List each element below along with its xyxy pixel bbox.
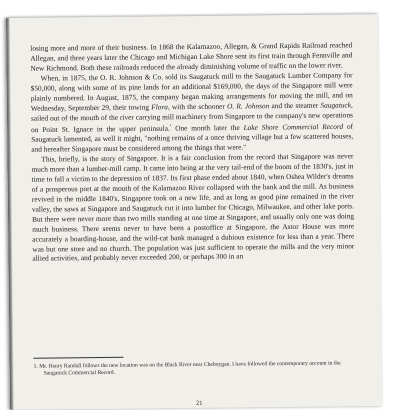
paragraph: This, briefly, is the story of Singapore. It is a fair conclusion from the record that Singapore was never much more than a lumber-mill camp. It came into being at the very tail-end of the boom of the 1830's, just in time to fall a victim to the depression of 1837. Its first phase ended about 1840, when Oshea Wilder's dreams of a prosperous port at the mouth of the Kalamazoo River collapsed with the bank and the mill. As business revived in the middle 1840's, Singapore took on a new life, and as long as good pine remained in the river valley, the saws at Singapore and Saugatuck cut it into lumber for Chicago, Milwaukee, and other lake ports. But there were never more than two mills standing at one time at Singapore, and usually only one was doing much business. There seems never to have been a postoffice at Singapore, the Astor House was more accurately a boarding-house, and the wild-cat bank managed a dubious existence for less than a year. There was but one store and no church. The population was just sufficient to operate the mills and the very minor allied activities, and probably never exceeded 200, or perhaps 300 in an <box>31 151 355 264</box>
paragraph: When, in 1875, the O. R. Johnson & Co. sold its Saugatuck mill to the Saugatuck Lumber Company for $50,000, along with some of its pine lands for an additional $169,000, the days of the Singapore mill were plainly numbered. In August, 1875, the company began making arrangements for moving the mill, and on Wednesday, September 29, their towing Flora, with the schooner O. R. Johnson and the steamer Saugatuck, sailed out of the mouth of the river carrying mill machinery from Singapore to the company's new operations on Point St. Ignace in the upper peninsula.$^{^1}$ One month later the Lake Shore Commercial Record of Saugatuck lamented, as well it might, "nothing remains of a once thriving village but a few scattered houses, and hereafter Singapore must be considered among the things that were." <box>30 70 354 154</box>
italic-title: O. R. Johnson <box>227 101 270 111</box>
paragraph: losing more and more of their business. In 1868 the Kalamazoo, Allegan, & Grand Rapids Railroad reached Allegan, and three years later the Chicago and Michigan Lake Shore sent its first train through Fennville and New Richmond. Both these railroads reduced the already diminishing volume of traffic on the lower river. <box>30 40 353 73</box>
footnote: 1. Mr. Henry Randall follows the new location was on the Black River near Cheboygan. I have followed the contemporary account in the Saugatuck Commercial Record. <box>33 360 341 377</box>
footnote-marker: ¹ <box>169 123 172 129</box>
footnote-divider <box>34 357 124 359</box>
body-text <box>30 40 354 264</box>
document-page <box>6 14 382 410</box>
page-number: 21 <box>195 399 203 407</box>
italic-title: Flora <box>151 102 169 112</box>
italic-title: Saugatuck <box>320 100 352 110</box>
italic-title: Lake Shore Commercial Record <box>243 121 344 132</box>
